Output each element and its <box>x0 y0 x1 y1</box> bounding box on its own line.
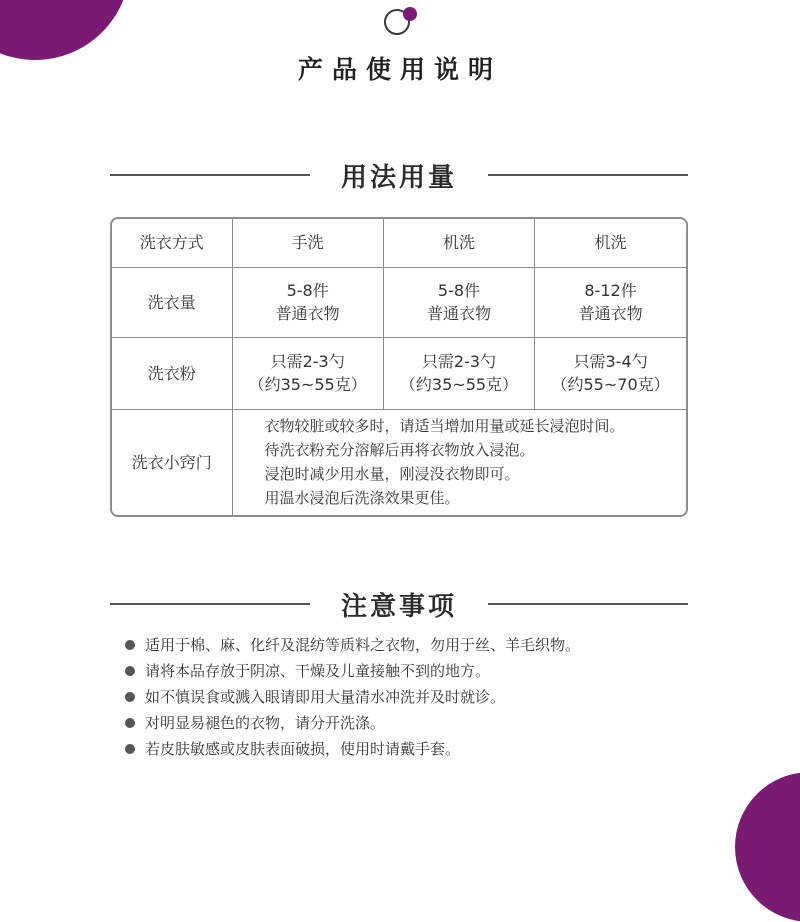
list-item <box>125 658 685 684</box>
cell-line: （约35~55克） <box>248 375 367 394</box>
table-cell <box>232 267 383 337</box>
tip-line: 待洗衣粉充分溶解后再将衣物放入浸泡。 <box>264 441 535 460</box>
cell-line: 普通衣物 <box>578 304 643 323</box>
list-item <box>125 710 685 736</box>
table-header-row <box>112 219 686 267</box>
table-row-tips <box>112 409 686 515</box>
heading-rule-right <box>488 603 688 605</box>
cell-line: 8-12件 <box>584 281 637 300</box>
table-cell <box>232 337 383 409</box>
note-text: 如不慎误食或溅入眼请即用大量清水冲洗并及时就诊。 <box>145 688 506 706</box>
table-cell <box>535 337 686 409</box>
table-cell <box>535 267 686 337</box>
list-item <box>125 684 685 710</box>
tip-line: 衣物较脏或较多时，请适当增加用量或延长浸泡时间。 <box>264 417 625 436</box>
tips-cell <box>232 409 686 515</box>
row-label: 洗衣量 <box>112 267 232 337</box>
notes-list <box>125 632 685 762</box>
bullet-icon <box>125 666 135 676</box>
cell-line: 只需3-4勺 <box>573 352 648 371</box>
bullet-icon <box>125 718 135 728</box>
cell-line: 5-8件 <box>286 281 329 300</box>
row-label: 洗衣粉 <box>112 337 232 409</box>
cell-line: 普通衣物 <box>275 304 340 323</box>
table-cell <box>383 337 534 409</box>
heading-rule-right <box>488 174 688 176</box>
cell-line: 5-8件 <box>437 281 481 300</box>
tip-line: 浸泡时减少用水量，刚浸没衣物即可。 <box>264 465 520 484</box>
cell-line: 只需2-3勺 <box>421 352 497 371</box>
list-item <box>125 632 685 658</box>
page-title: 产品使用说明 <box>297 55 502 84</box>
notes-section-heading <box>110 584 688 624</box>
brand-logo-dot-icon <box>403 7 417 21</box>
cell-line: （约35~55克） <box>399 375 519 394</box>
table-cell <box>383 267 534 337</box>
bullet-icon <box>125 640 135 650</box>
table-row <box>112 337 686 409</box>
table-header-cell: 机洗 <box>383 219 534 267</box>
table-header-cell: 机洗 <box>535 219 686 267</box>
note-text: 请将本品存放于阴凉、干燥及儿童接触不到的地方。 <box>145 662 491 680</box>
usage-section-heading <box>110 155 688 195</box>
bullet-icon <box>125 744 135 754</box>
notes-heading-text: 注意事项 <box>340 592 457 622</box>
tip-line: 用温水浸泡后洗涤效果更佳。 <box>264 489 460 508</box>
note-text: 若皮肤敏感或皮肤表面破损，使用时请戴手套。 <box>145 740 461 758</box>
note-text: 对明显易褪色的衣物，请分开洗涤。 <box>145 714 386 732</box>
row-label: 洗衣小窍门 <box>112 409 232 515</box>
usage-heading-text: 用法用量 <box>340 163 457 193</box>
usage-table <box>110 217 688 517</box>
table-header-label: 洗衣方式 <box>112 219 232 267</box>
note-text: 适用于棉、麻、化纤及混纺等质料之衣物，勿用于丝、羊毛织物。 <box>145 636 581 654</box>
table-row <box>112 267 686 337</box>
cell-line: 普通衣物 <box>426 304 491 323</box>
table-header-cell: 手洗 <box>232 219 383 267</box>
list-item <box>125 736 685 762</box>
cell-line: 只需2-3勺 <box>270 352 345 371</box>
bullet-icon <box>125 692 135 702</box>
cell-line: （约55~70克） <box>551 375 670 394</box>
decorative-circle-bottom-right <box>735 772 800 922</box>
